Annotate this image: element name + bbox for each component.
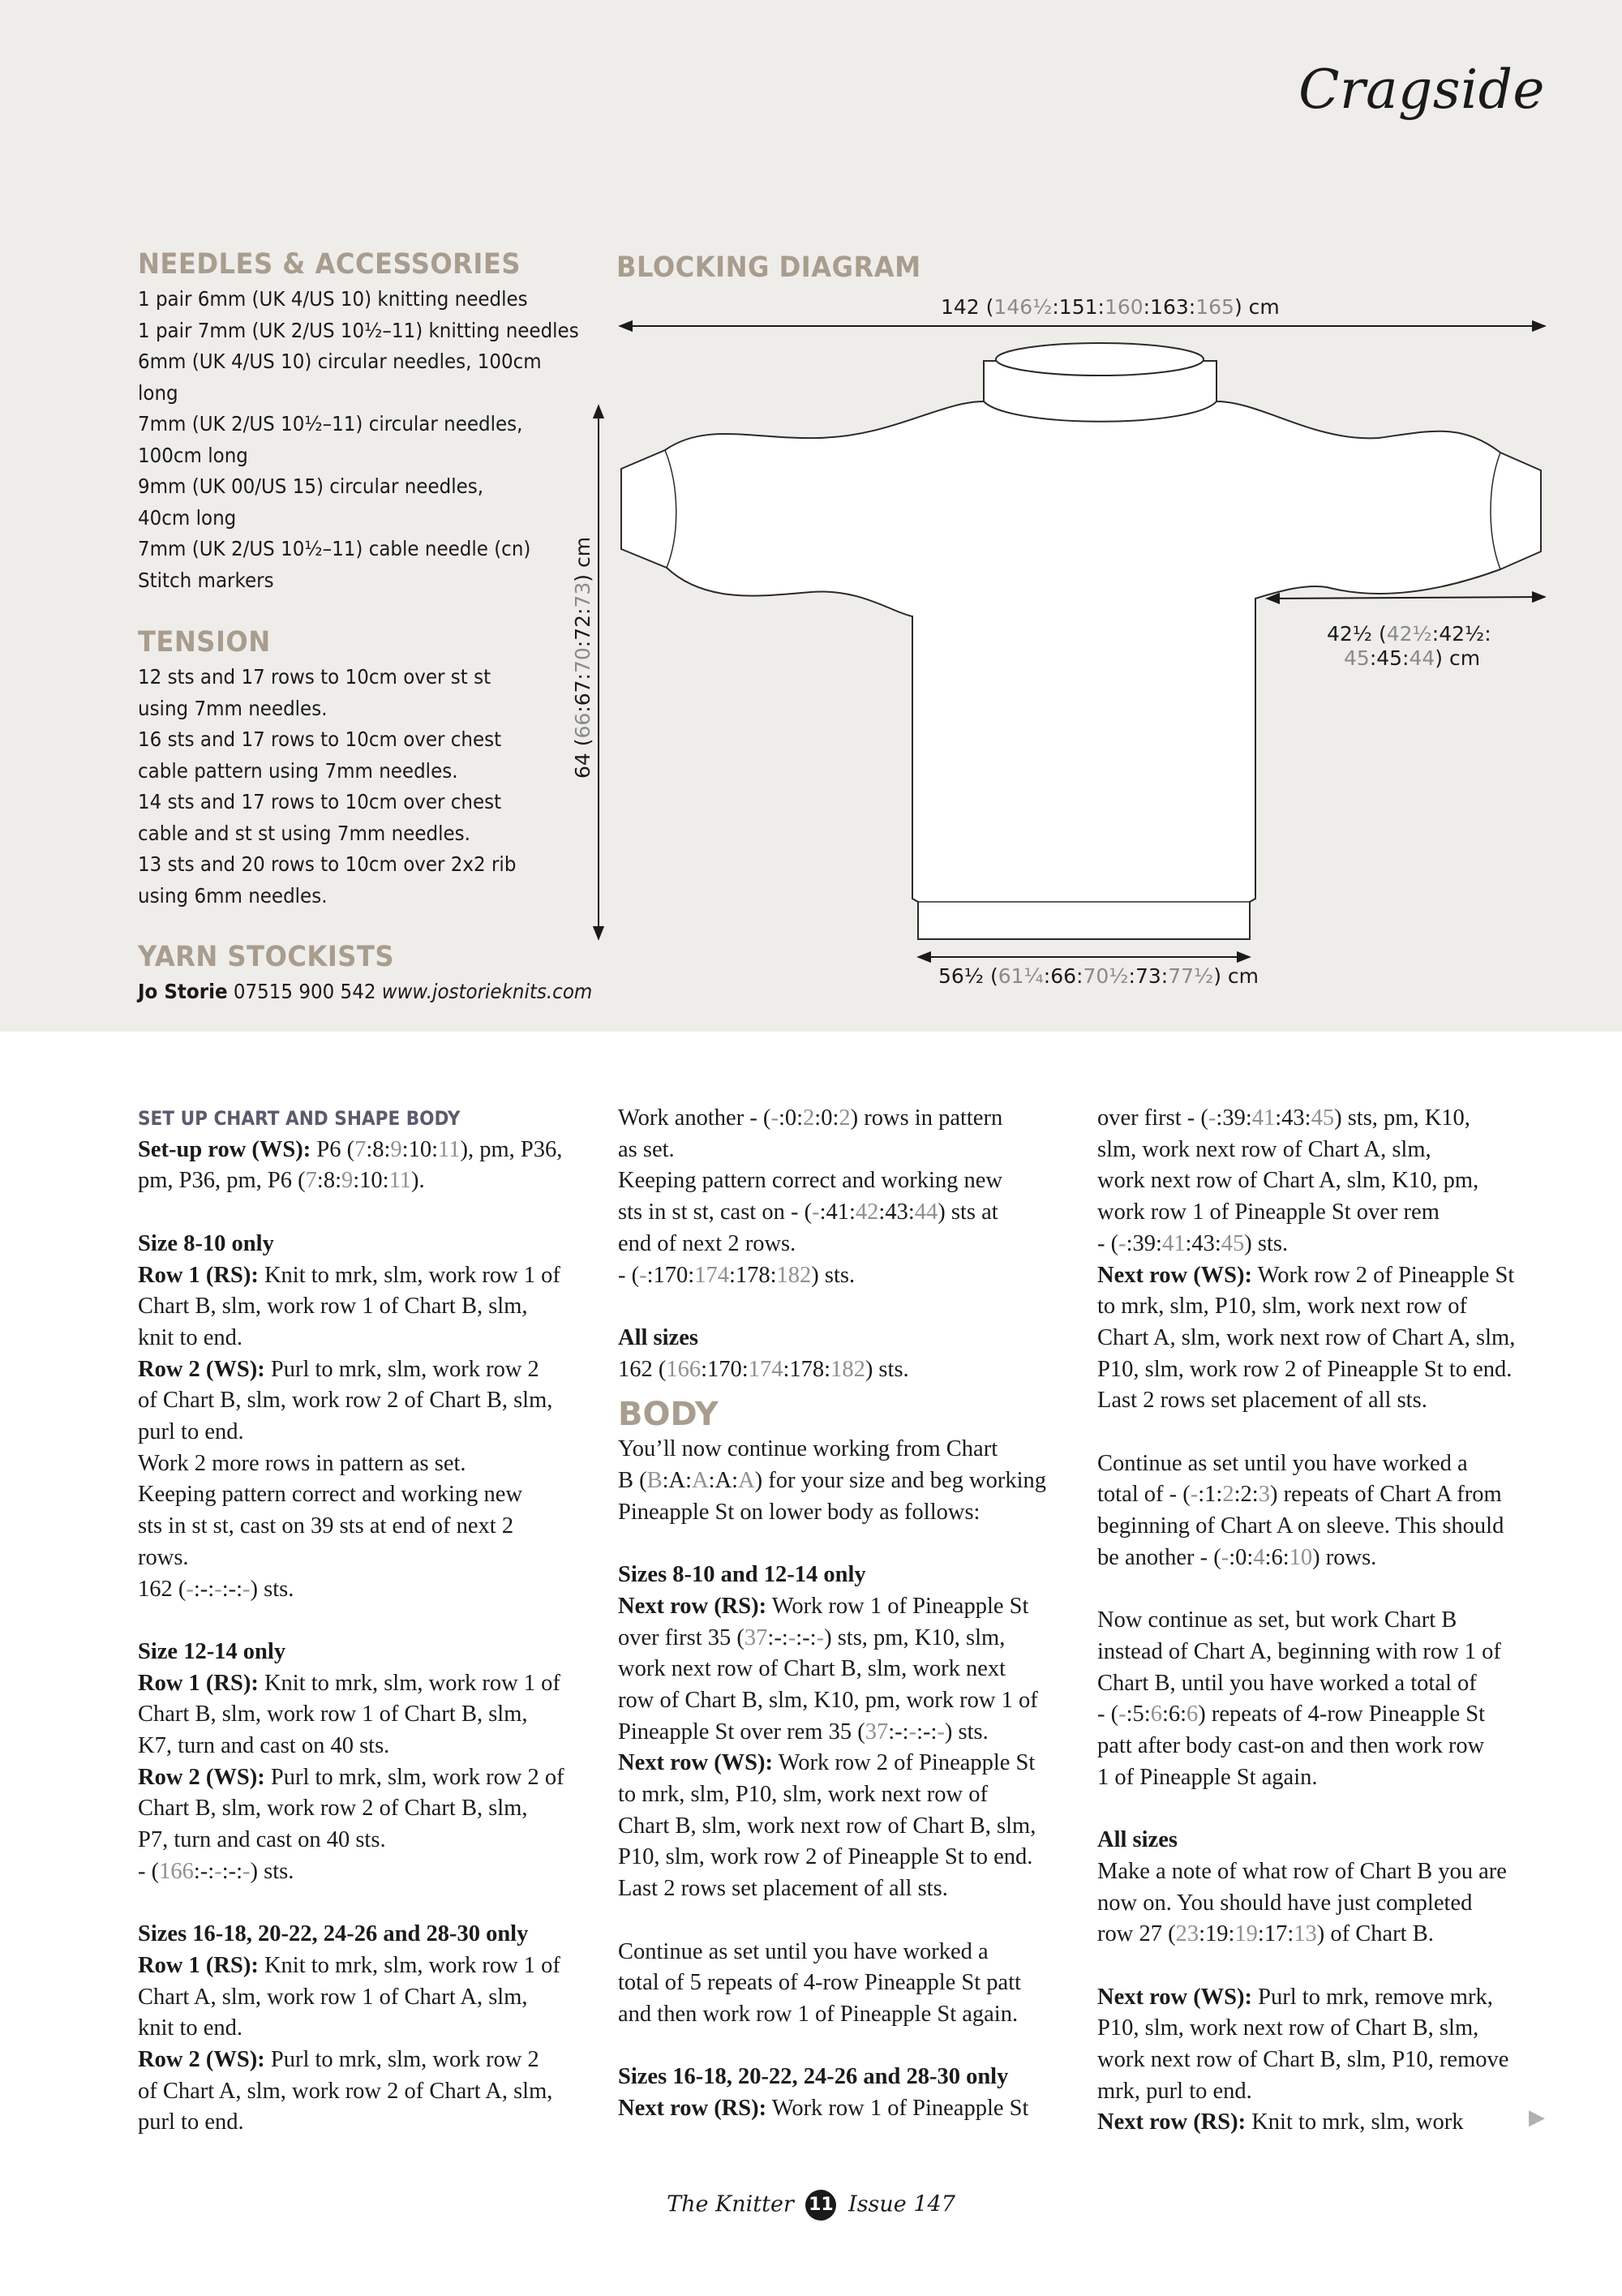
needles-heading: NEEDLES & ACCESSORIES <box>138 248 521 281</box>
instructions-column-2 <box>618 1103 1072 2156</box>
work-another-paragraph: Work another - (-:0:2:0:2) rows in pattern as set. Keeping pattern correct and working new sts in st st, cast on - (-:41:42:43:44) sts at end of next 2 rows. - (-:170:174:178:182) sts. <box>618 1105 1003 1288</box>
blocking-diagram <box>0 0 1622 1032</box>
neck-opening <box>996 343 1204 376</box>
width-dimension-label: 142 (146½:151:160:163:165) cm <box>941 295 1280 319</box>
tension-line: 12 sts and 17 rows to 10cm over st st <box>138 665 491 689</box>
needles-line: 7mm (UK 2/US 10½–11) circular needles, <box>138 412 523 436</box>
size-12-14-paragraph: Size 12-14 only Row 1 (RS): Knit to mrk, slm, work row 1 of Chart B, slm, work row 1 of Chart B, slm, K7, turn and cast on 40 sts. Row 2 (WS): Purl to mrk, slm, work row 2 of Chart B, slm, work row 2 of Chart B, slm, P7, turn and cast on 40 sts. - (166:-:-:-:-) sts. <box>138 1638 564 1884</box>
tension-line: cable pattern using 7mm needles. <box>138 758 458 783</box>
page-number: 11 <box>805 2190 836 2221</box>
stockist-name: Jo Storie <box>138 980 228 1003</box>
sleeve-dimension-line <box>1267 597 1545 599</box>
needles-line: 9mm (UK 00/US 15) circular needles, <box>138 474 484 498</box>
sizes-16-30-paragraph: Sizes 16-18, 20-22, 24-26 and 28-30 only Next row (RS): Work row 1 of Pineapple St <box>618 2064 1029 2122</box>
sizes-16-30-paragraph: Sizes 16-18, 20-22, 24-26 and 28-30 only Row 1 (RS): Knit to mrk, slm, work row 1 of Chart A, slm, work row 1 of Chart A, slm, knit to end. Row 2 (WS): Purl to mrk, slm, work row 2 of Chart A, slm, work row 2 of Chart A, slm, purl to end. <box>138 1921 560 2135</box>
stockist-phone: 07515 900 542 <box>227 980 382 1003</box>
needles-line: 40cm long <box>138 505 237 530</box>
sizes-8-14-paragraph: Sizes 8-10 and 12-14 only Next row (RS): Work row 1 of Pineapple St over first 35 (37:-:-:-:-) sts, pm, K10, slm, work next row of Chart B, slm, work next row of Chart B, slm, K10, pm, work row 1 of Pineapple St over rem 35 (37:-:-:-:-) sts. Next row (WS): Work row 2 of Pineapple St to mrk, slm, P10, slm, work next row of Chart B, slm, work next row of Chart B, slm, P10, slm, work row 2 of Pineapple St to end. Last 2 rows set placement of all sts. <box>618 1562 1038 1902</box>
body-intro-paragraph: You’ll now continue working from Chart B (B:A:A:A:A) for your size and beg working Pineapple St on lower body as follows: <box>618 1436 1046 1525</box>
page-footer <box>0 2190 1622 2221</box>
instructions-column-1 <box>138 1103 592 2170</box>
section-subheading: SET UP CHART AND SHAPE BODY <box>138 1107 461 1130</box>
chart-b-paragraph: Now continue as set, but work Chart B instead of Chart A, beginning with row 1 of Chart B, until you have worked a total of - (-:5:6:6:6) repeats of 4-row Pineapple St patt after body cast-on and then work row 1 of Pineapple St again. <box>1097 1607 1501 1790</box>
right-triangle-icon: ▶ <box>1529 2105 1545 2129</box>
height-dimension-label: 64 (66:67:70:72:73) cm <box>571 536 594 779</box>
continue-chart-a-paragraph: Continue as set until you have worked a total of - (-:1:2:2:3) repeats of Chart A from beginning of Chart A on sleeve. This should be another - (-:0:4:6:10) rows. <box>1097 1450 1504 1570</box>
sweater-outline <box>621 401 1541 939</box>
continued-row-paragraph: over first - (-:39:41:43:45) sts, pm, K10, slm, work next row of Chart A, slm, work next row of Chart A, slm, K10, pm, work row 1 of Pineapple St over rem - (-:39:41:43:45) sts. Next row (WS): Work row 2 of Pineapple St to mrk, slm, P10, slm, work next row of Chart A, slm, work next row of Chart A, slm, P10, slm, work row 2 of Pineapple St to end. Last 2 rows set placement of all sts. <box>1097 1105 1516 1414</box>
tension-line: using 6mm needles. <box>138 883 328 908</box>
size-8-10-paragraph: Size 8-10 only Row 1 (RS): Knit to mrk, slm, work row 1 of Chart B, slm, work row 1 of Chart B, slm, knit to end. Row 2 (WS): Purl to mrk, slm, work row 2 of Chart B, slm, work row 2 of Chart B, slm, purl to end. Work 2 more rows in pattern as set. Keeping pattern correct and working new sts in st st, cast on 39 sts at end of next 2 rows. 162 (-:-:-:-:-) sts. <box>138 1230 560 1602</box>
sleeve-dimension-label-1: 42½ (42½:42½: <box>1327 622 1491 646</box>
tension-line: 14 sts and 17 rows to 10cm over chest <box>138 790 502 813</box>
pattern-title: Cragside <box>1298 58 1545 121</box>
tension-line: 16 sts and 17 rows to 10cm over chest <box>138 727 502 751</box>
next-rows-paragraph: Next row (WS): Purl to mrk, remove mrk, P10, slm, work next row of Chart B, slm, work next row of Chart B, slm, P10, remove mrk, purl to end. Next row (RS): Knit to mrk, slm, work <box>1097 1984 1509 2135</box>
all-sizes-paragraph: All sizes 162 (166:170:174:178:182) sts. <box>618 1324 909 1382</box>
hem-dimension-label: 56½ (61¼:66:70½:73:77½) cm <box>938 964 1259 988</box>
body-heading: BODY <box>618 1396 719 1434</box>
blocking-heading: BLOCKING DIAGRAM <box>616 251 921 284</box>
continue-paragraph: Continue as set until you have worked a total of 5 repeats of 4-row Pineapple St patt and then work row 1 of Pineapple St again. <box>618 1938 1022 2027</box>
needles-line: 7mm (UK 2/US 10½–11) cable needle (cn) <box>138 537 531 560</box>
all-sizes-paragraph: All sizes Make a note of what row of Chart B you are now on. You should have just completed row 27 (23:19:19:17:13) of Chart B. <box>1097 1827 1507 1947</box>
needles-line: long <box>138 380 178 405</box>
needles-line: 6mm (UK 4/US 10) circular needles, 100cm <box>138 350 542 373</box>
issue-number: Issue 147 <box>848 2191 955 2217</box>
stockists-heading: YARN STOCKISTS <box>138 941 394 973</box>
tension-line: cable and st st using 7mm needles. <box>138 821 470 845</box>
needles-line: Stitch markers <box>138 568 274 592</box>
instructions-column-3 <box>1097 1103 1551 2170</box>
needles-line: 1 pair 6mm (UK 4/US 10) knitting needles <box>138 287 528 311</box>
magazine-name: The Knitter <box>667 2191 794 2217</box>
needles-line: 1 pair 7mm (UK 2/US 10½–11) knitting needles <box>138 318 579 342</box>
setup-row-paragraph: Set-up row (WS): P6 (7:8:9:10:11), pm, P36, pm, P36, pm, P6 (7:8:9:10:11). <box>138 1136 563 1194</box>
sleeve-dimension-label-2: 45:45:44) cm <box>1344 646 1481 670</box>
stockist-website[interactable]: www.jostorieknits.com <box>381 980 593 1003</box>
tension-heading: TENSION <box>138 626 271 659</box>
tension-line: 13 sts and 20 rows to 10cm over 2x2 rib <box>138 852 517 876</box>
tension-line: using 7mm needles. <box>138 696 328 720</box>
needles-line: 100cm long <box>138 443 248 467</box>
